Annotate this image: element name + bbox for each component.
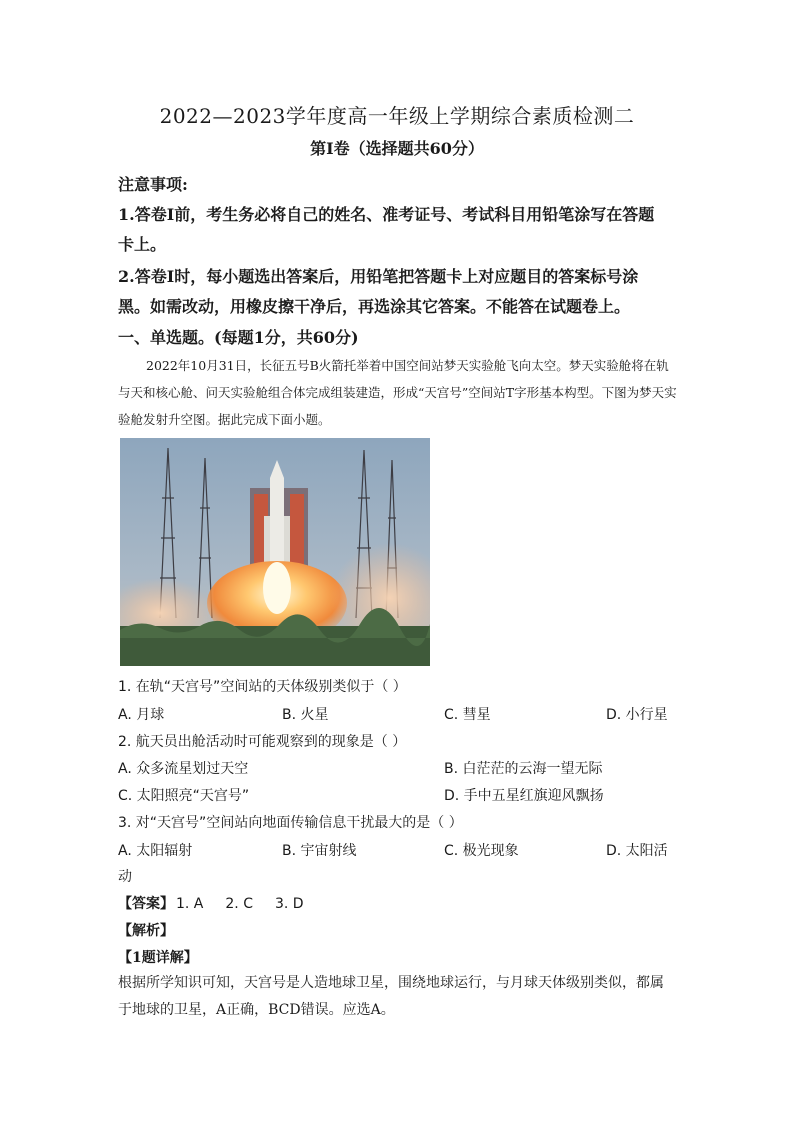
answer-label: 【答案】 bbox=[118, 896, 174, 912]
detail-1-line-1: 根据所学知识可知，天宫号是人造地球卫星，围绕地球运行，与月球天体级别类似，都属 bbox=[118, 975, 664, 991]
answer-values bbox=[176, 896, 326, 912]
notice-line-2: 2.答卷Ⅰ时，每小题选出答案后，用铅笔把答题卡上对应题目的答案标号涂 bbox=[118, 267, 639, 286]
question-2: 2. 航天员出舱活动时可能观察到的现象是（ ） bbox=[118, 734, 407, 750]
detail-1-line-2: 于地球的卫星，A正确，BCD错误。应选A。 bbox=[118, 1002, 395, 1018]
passage-text: 2022年10月31日，长征五号B火箭托举着中国空间站梦天实验舱飞向太空。梦天实验舱将在轨与天和核心舱、问天实验舱组合体完成组装建造，形成“天宫号”空间站T字形基本构型。下图为梦天实验舱发射升空图。据此完成下面小题。 bbox=[118, 358, 677, 427]
detail-1-label: 【1题详解】 bbox=[118, 950, 198, 966]
question-1: 1. 在轨“天宫号”空间站的天体级别类似于（ ） bbox=[118, 679, 407, 695]
notice-heading: 注意事项: bbox=[118, 175, 188, 194]
q3-option-a: A. 太阳辐射 bbox=[118, 843, 193, 859]
q2-option-b: B. 白茫茫的云海一望无际 bbox=[444, 761, 603, 777]
page-title: 2022—2023学年度高一年级上学期综合素质检测二 bbox=[159, 104, 635, 128]
passage bbox=[118, 352, 678, 433]
q3-option-d-wrap: 动 bbox=[118, 869, 132, 885]
q1-option-c: C. 彗星 bbox=[444, 707, 491, 723]
question-3: 3. 对“天宫号”空间站向地面传输信息干扰最大的是（ ） bbox=[118, 815, 463, 831]
q3-option-b: B. 宇宙射线 bbox=[282, 843, 357, 859]
answer-line bbox=[118, 893, 326, 913]
notice-line-1: 1.答卷Ⅰ前，考生务必将自己的姓名、准考证号、考试科目用铅笔涂写在答题 bbox=[118, 205, 655, 224]
q2-option-d: D. 手中五星红旗迎风飘扬 bbox=[444, 788, 604, 804]
page-subtitle: 第Ⅰ卷（选择题共60分） bbox=[310, 139, 484, 158]
answer-2: 2. C bbox=[225, 896, 253, 912]
detail-1-explanation bbox=[118, 970, 678, 1024]
q1-option-b: B. 火星 bbox=[282, 707, 329, 723]
q2-option-a: A. 众多流星划过天空 bbox=[118, 761, 249, 777]
section-heading-single-choice: 一、单选题。(每题1分，共60分) bbox=[118, 328, 359, 347]
analysis-label: 【解析】 bbox=[118, 923, 174, 939]
q2-option-c: C. 太阳照亮“天宫号” bbox=[118, 788, 250, 804]
q1-option-a: A. 月球 bbox=[118, 707, 165, 723]
rocket-launch-photo bbox=[120, 438, 430, 666]
answer-1: 1. A bbox=[176, 896, 204, 912]
q3-option-c: C. 极光现象 bbox=[444, 843, 519, 859]
notice-line-2b: 黑。如需改动，用橡皮擦干净后，再选涂其它答案。不能答在试题卷上。 bbox=[118, 297, 631, 316]
notice-line-1b: 卡上。 bbox=[118, 235, 167, 254]
q3-option-d: D. 太阳活 bbox=[606, 843, 668, 859]
rocket-launch-illustration bbox=[120, 438, 430, 666]
q1-option-d: D. 小行星 bbox=[606, 707, 668, 723]
answer-3: 3. D bbox=[274, 896, 304, 912]
